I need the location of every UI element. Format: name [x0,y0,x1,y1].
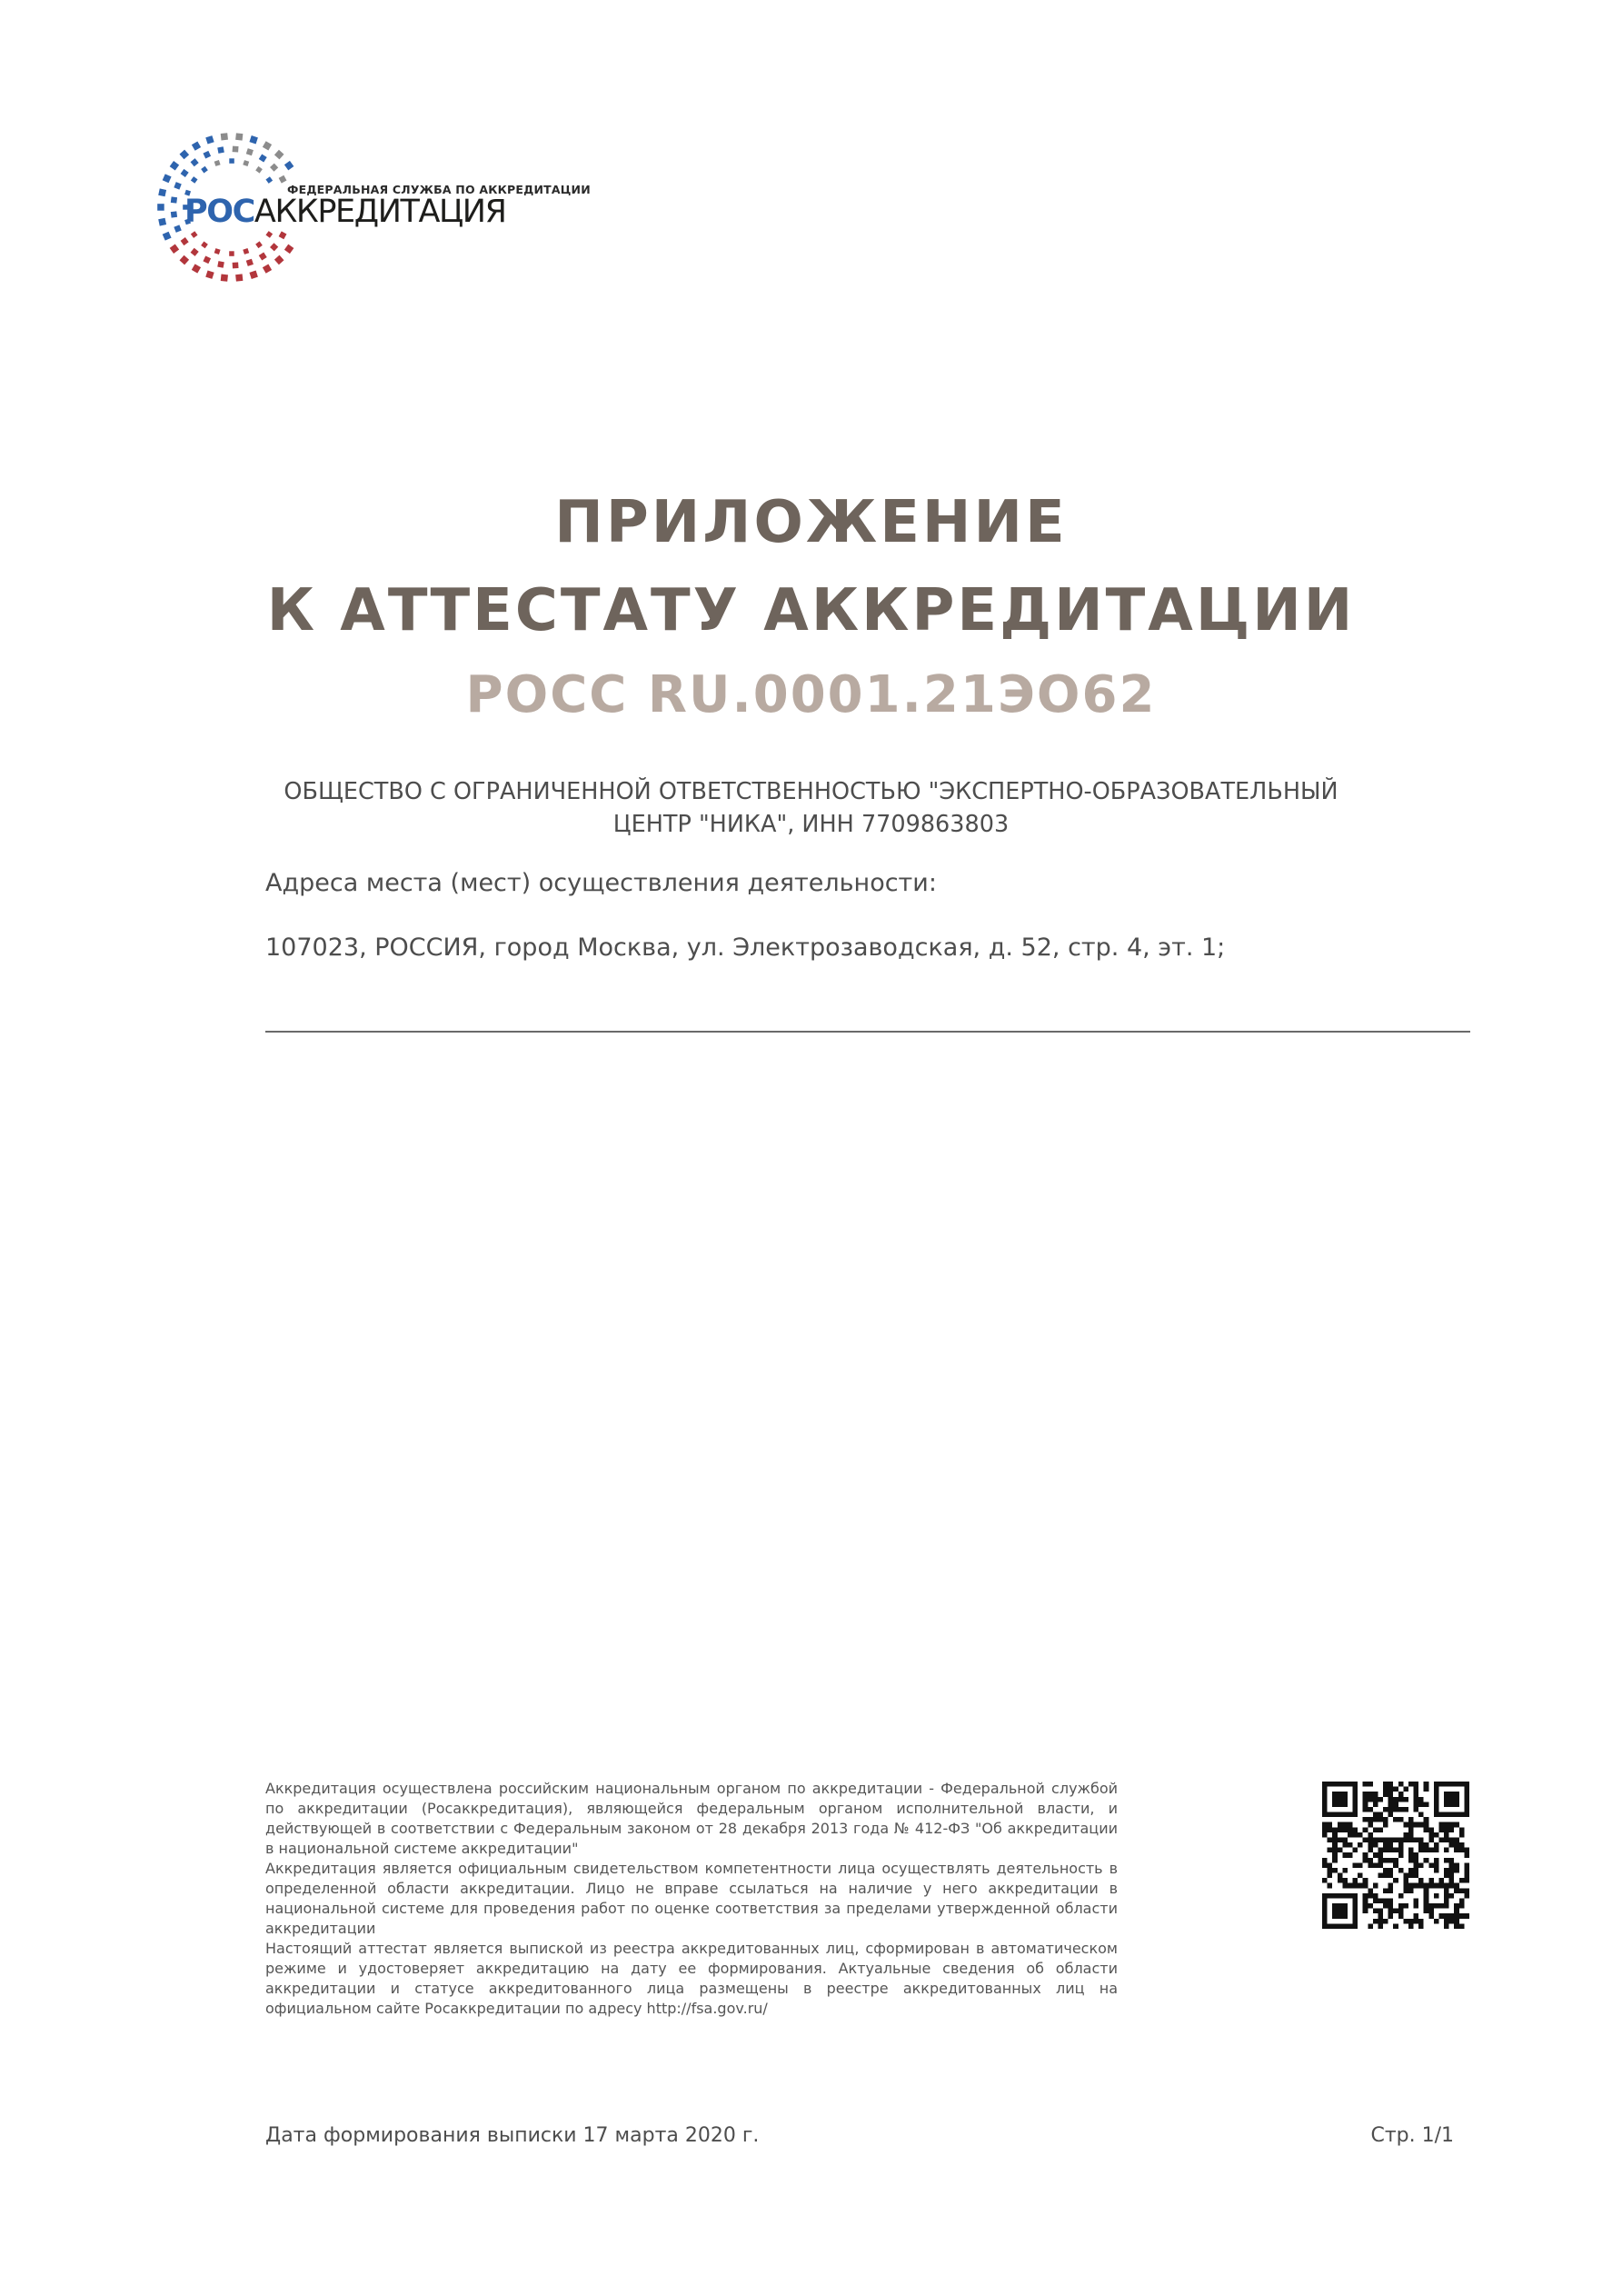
accreditation-notice [265,1779,1118,2019]
page-number: Стр. 1/1 [1370,2124,1454,2147]
rosaccreditation-logo [154,127,591,291]
logo-tagline: ФЕДЕРАЛЬНАЯ СЛУЖБА ПО АККРЕДИТАЦИИ [287,183,591,196]
address-value: 107023, РОССИЯ, город Москва, ул. Электрозаводская, д. 52, стр. 4, эт. 1; [265,933,1226,962]
logo-name-akk: АККРЕДИТАЦИЯ [254,194,506,230]
logo-name-ros: РОС [184,194,254,230]
organization-name: ОБЩЕСТВО С ОГРАНИЧЕННОЙ ОТВЕТСТВЕННОСТЬЮ "ЭКСПЕРТНО-ОБРАЗОВАТЕЛЬНЫЙ ЦЕНТР "НИКА", ИНН 7709863803 [284,778,1338,838]
generated-date: Дата формирования выписки 17 марта 2020 г. [265,2124,760,2147]
certificate-number: РОСС RU.0001.21ЭО62 [465,665,1157,724]
page-title-line1: ПРИЛОЖЕНИЕ [554,489,1068,556]
page-title-line2: К АТТЕСТАТУ АККРЕДИТАЦИИ [266,577,1356,644]
qr-code-icon [1322,1782,1469,1929]
logo-name [184,192,506,232]
notice-paragraph-1: Аккредитация осуществлена российским национальным органом по аккредитации - Федеральной службой по аккредитации (Росаккредитация), являющейся федеральным органом исполнительной власти, и действующей в соответствии с Федеральным законом от 28 декабря 2013 года № 412-ФЗ "Об аккредитации в национальной системе аккредитации" [265,1780,1118,1857]
address-label: Адреса места (мест) осуществления деятельности: [265,869,937,897]
notice-paragraph-2: Аккредитация является официальным свидетельством компетентности лица осуществлять деятельность в определенной области аккредитации. Лицо не вправе ссылаться на наличие у него аккредитации в национальной системе для проведения работ по оценке соответствия за пределами утвержденной области аккредитации [265,1860,1118,1937]
divider [265,1031,1470,1033]
notice-paragraph-3: Настоящий аттестат является выпиской из реестра аккредитованных лиц, сформирован в автоматическом режиме и удостоверяет аккредитацию на дату ее формирования. Актуальные сведения об области аккредитации и статусе аккредитованного лица размещены в реестре аккредитованных лиц на официальном сайте Росаккредитации по адресу http://fsa.gov.ru/ [265,1940,1118,2017]
